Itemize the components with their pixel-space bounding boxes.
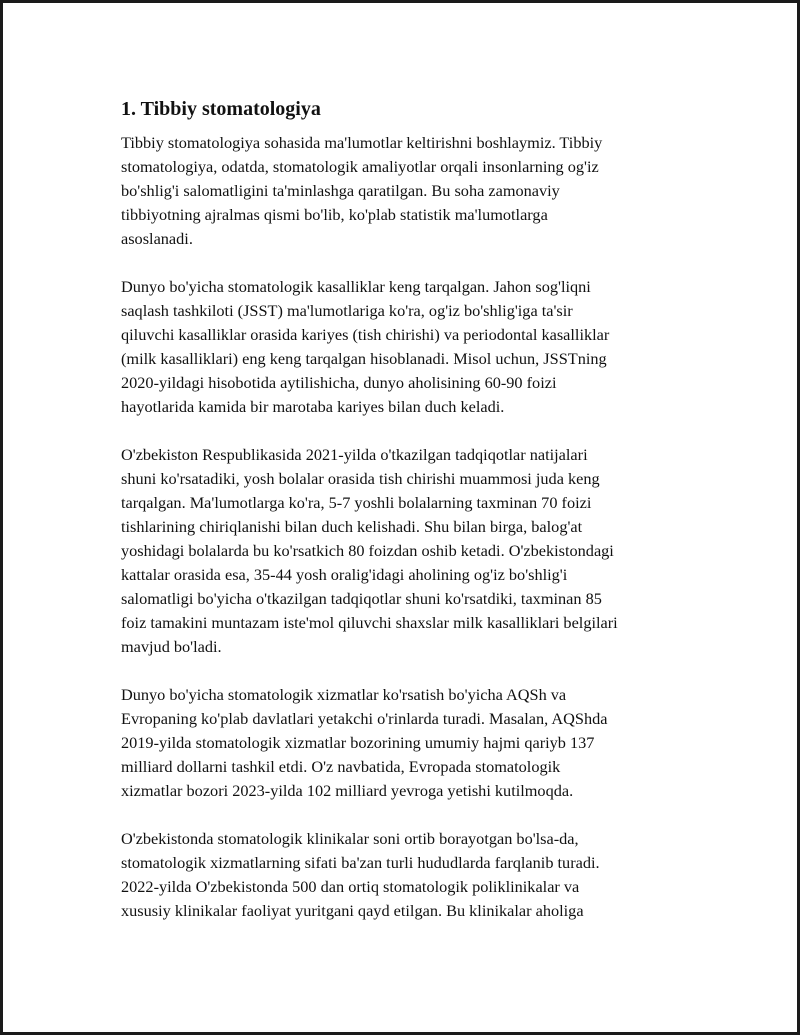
paragraph-line: stomatologiya, odatda, stomatologik amaliyotlar orqali insonlarning og'iz [121,157,599,176]
paragraph-line: mavjud bo'ladi. [121,637,222,656]
paragraph-4 [121,683,691,803]
paragraph-line: tarqalgan. Ma'lumotlarga ko'ra, 5-7 yoshli bolalarning taxminan 70 foizi [121,493,592,512]
paragraph-line: Dunyo bo'yicha stomatologik kasalliklar keng tarqalgan. Jahon sog'liqni [121,277,591,296]
paragraph-line: xususiy klinikalar faoliyat yuritgani qayd etilgan. Bu klinikalar aholiga [121,901,584,920]
paragraph-line: 2022-yilda O'zbekistonda 500 dan ortiq stomatologik poliklinikalar va [121,877,580,896]
paragraph-line: bo'shlig'i salomatligini ta'minlashga qaratilgan. Bu soha zamonaviy [121,181,560,200]
paragraph-line: tibbiyotning ajralmas qismi bo'lib, ko'plab statistik ma'lumotlarga [121,205,548,224]
paragraph-line: 2019-yilda stomatologik xizmatlar bozorining umumiy hajmi qariyb 137 [121,733,595,752]
paragraph-3 [121,443,691,659]
paragraph-line: O'zbekiston Respublikasida 2021-yilda o'tkazilgan tadqiqotlar natijalari [121,445,588,464]
paragraph-5 [121,827,691,923]
paragraph-line: hayotlarida kamida bir marotaba kariyes bilan duch keladi. [121,397,505,416]
paragraph-line: qiluvchi kasalliklar orasida kariyes (tish chirishi) va periodontal kasalliklar [121,325,610,344]
paragraph-line: 2020-yildagi hisobotida aytilishicha, dunyo aholisining 60-90 foizi [121,373,557,392]
paragraph-line: kattalar orasida esa, 35-44 yosh oralig'idagi aholining og'iz bo'shlig'i [121,565,568,584]
paragraph-line: tishlarining chiriqlanishi bilan duch kelishadi. Shu bilan birga, balog'at [121,517,583,536]
paragraph-line: milliard dollarni tashkil etdi. O'z navbatida, Evropada stomatologik [121,757,561,776]
paragraph-line: (milk kasalliklari) eng keng tarqalgan hisoblanadi. Misol uchun, JSSTning [121,349,607,368]
paragraph-line: shuni ko'rsatadiki, yosh bolalar orasida tish chirishi muammosi juda keng [121,469,600,488]
paragraph-line: salomatligi bo'yicha o'tkazilgan tadqiqotlar shuni ko'rsatdiki, taxminan 85 [121,589,602,608]
section-heading: 1. Tibbiy stomatologiya [121,98,321,120]
paragraph-line: Dunyo bo'yicha stomatologik xizmatlar ko'rsatish bo'yicha AQSh va [121,685,567,704]
paragraph-line: yoshidagi bolalarda bu ko'rsatkich 80 foizdan oshib ketadi. O'zbekistondagi [121,541,614,560]
paragraph-1 [121,131,691,251]
paragraph-line: foiz tamakini muntazam iste'mol qiluvchi shaxslar milk kasalliklari belgilari [121,613,618,632]
document-body [121,95,691,947]
paragraph-line: asoslanadi. [121,229,193,248]
paragraph-2 [121,275,691,419]
paragraph-line: saqlash tashkiloti (JSST) ma'lumotlariga ko'ra, og'iz bo'shlig'iga ta'sir [121,301,573,320]
paragraph-line: O'zbekistonda stomatologik klinikalar soni ortib borayotgan bo'lsa-da, [121,829,579,848]
paragraph-line: stomatologik xizmatlarning sifati ba'zan turli hududlarda farqlanib turadi. [121,853,600,872]
paragraph-line: Tibbiy stomatologiya sohasida ma'lumotlar keltirishni boshlaymiz. Tibbiy [121,133,603,152]
paragraph-line: xizmatlar bozori 2023-yilda 102 milliard yevroga yetishi kutilmoqda. [121,781,574,800]
paragraph-line: Evropaning ko'plab davlatlari yetakchi o'rinlarda turadi. Masalan, AQShda [121,709,608,728]
